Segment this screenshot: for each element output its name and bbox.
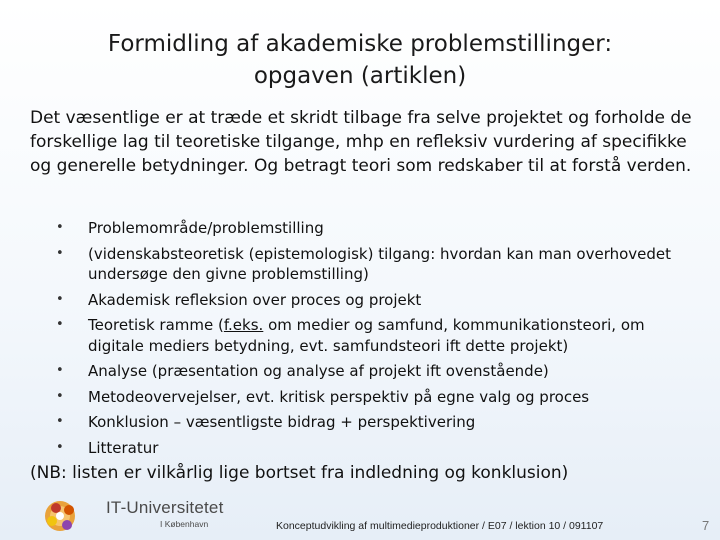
list-item (56, 387, 696, 408)
example-link[interactable]: f.eks. (223, 316, 264, 334)
footer-course-text: Konceptudvikling af multimedieproduktioner / E07 / lektion 10 / 091107 (276, 520, 604, 532)
list-item-text: Analyse (præsentation og analyse af projekt ift ovenstående) (88, 362, 549, 380)
list-item-text-post: om medier og samfund, kommunikationsteori, om digitale mediers betydning, evt. samfundsteori ift dette projekt) (88, 316, 645, 355)
list-item-text: Litteratur (88, 438, 159, 457)
bullet-icon: • (56, 388, 64, 404)
logo-subtitle: I København (160, 519, 209, 529)
bullet-icon: • (56, 439, 64, 455)
title-line-1: Formidling af akademiske problemstillinger: (107, 31, 613, 57)
intro-paragraph: Det væsentlige er at træde et skridt tilbage fra selve projektet og forholde de forskellige lag til teoretiske tilgange, mhp en refleksiv vurdering af specifikke og generelle betydninger. Og betragt teori som redskaber til at forstå verden. (30, 108, 692, 176)
title-line-2: opgaven (artiklen) (253, 63, 467, 89)
list-item (56, 361, 696, 382)
list-item-text: Konklusion – væsentligste bidrag + perspektivering (88, 413, 476, 431)
list-item-text: Metodeovervejelser, evt. kritisk perspektiv på egne valg og proces (88, 387, 590, 406)
bullet-icon: • (56, 291, 64, 307)
footnote: (NB: listen er vilkårlig lige bortset fra indledning og konklusion) (30, 463, 569, 483)
itu-logo (42, 494, 232, 538)
list-item (56, 290, 696, 311)
page-number: 7 (702, 518, 710, 533)
bullet-icon: • (56, 317, 64, 332)
slide-title (40, 28, 680, 92)
list-item (56, 218, 696, 239)
logo-name: IT-Universitetet (106, 498, 224, 517)
bullet-icon: • (56, 414, 64, 429)
list-item-text: Akademisk refleksion over proces og projekt (88, 290, 422, 309)
bullet-icon: • (56, 245, 64, 261)
bullet-list (56, 218, 696, 463)
bullet-icon: • (56, 220, 64, 235)
list-item-text: Problemområde/problemstilling (88, 219, 324, 237)
list-item (56, 244, 696, 285)
logo-mark-icon (42, 494, 102, 538)
list-item-text: (videnskabsteoretisk (epistemologisk) tilgang: hvordan kan man overhovedet undersøge den givne problemstilling) (88, 244, 672, 283)
list-item (56, 438, 696, 459)
list-item-text (88, 316, 645, 355)
list-item-text-pre: Teoretisk ramme ( (88, 316, 224, 334)
list-item (56, 412, 696, 433)
bullet-icon: • (56, 363, 64, 378)
list-item (56, 315, 696, 356)
